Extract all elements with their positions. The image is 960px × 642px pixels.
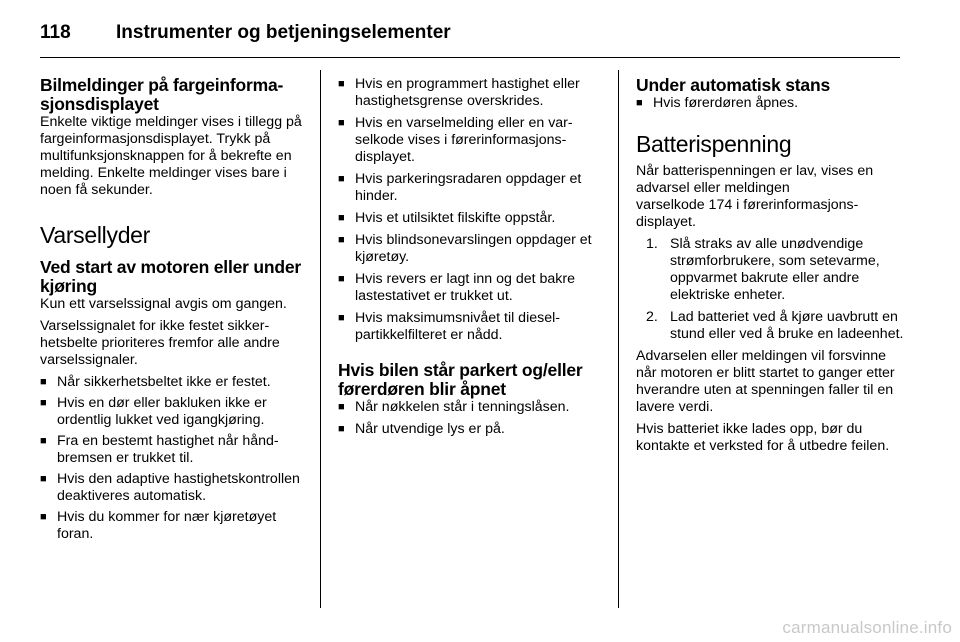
bullet-marker: ■ bbox=[338, 312, 345, 324]
section-heading-warning-chimes: Varsellyder bbox=[40, 222, 151, 248]
list-item: ■ Hvis førerdøren åpnes. bbox=[636, 95, 799, 111]
page-title: Instrumenter og betjeningselementer bbox=[116, 22, 451, 43]
list-item: ■ Fra en bestemt hastighet når håndbremsen er trukket til. bbox=[40, 433, 279, 466]
bullet-marker: ■ bbox=[338, 78, 345, 90]
list-item: ■ Når nøkkelen står i tenningslåsen. bbox=[338, 399, 570, 415]
bullet-marker: ■ bbox=[338, 234, 345, 246]
bullet-list-parked bbox=[338, 399, 608, 438]
column-divider-2 bbox=[618, 70, 619, 608]
bullet-marker: ■ bbox=[636, 97, 643, 109]
subsection-heading-engine-start: Ved start av motoren eller under kjøring bbox=[40, 257, 302, 296]
bullet-marker: ■ bbox=[40, 397, 47, 409]
bullet-marker: ■ bbox=[40, 376, 47, 388]
paragraph-low-voltage: Når batterispenningen er lav, vises en advarsel eller meldingen varselkode 174 i førerinformasjonsdisplayet. bbox=[636, 163, 874, 230]
bullet-marker: ■ bbox=[40, 435, 47, 447]
paragraph-seatbelt-priority: Varselssignalet for ikke festet sikkerhetsbelte prioriteres fremfor alle andre varselssignaler. bbox=[40, 318, 280, 368]
section-heading-battery-voltage: Batterispenning bbox=[636, 131, 792, 157]
list-item: ■ Hvis en dør eller bakluken ikke er ordentlig lukket ved igangkjøring. bbox=[40, 395, 267, 428]
bullet-marker: ■ bbox=[338, 273, 345, 285]
bullet-marker: ■ bbox=[338, 423, 345, 435]
bullet-marker: ■ bbox=[338, 401, 345, 413]
list-item: 1. Slå straks av alle unødvendige strømforbrukere, som setevarme, oppvarmet bakrute eller andre elektriske enheter. bbox=[646, 236, 880, 303]
bullet-marker: ■ bbox=[40, 511, 47, 523]
column-3 bbox=[636, 76, 906, 455]
intro-paragraph: Enkelte viktige meldinger vises i tillegg på fargeinformasjonsdisplayet. Trykk på multifunksjonsknappen for å bekrefte en melding. Enkelte meldinger vises bare i noen få sekunder. bbox=[40, 114, 302, 198]
section-heading-color-info-messages: Bilmeldinger på fargeinforma- sjonsdisplayet bbox=[40, 75, 284, 114]
bullet-marker: ■ bbox=[40, 473, 47, 485]
bullet-list bbox=[338, 76, 608, 344]
list-item: ■ Hvis parkeringsradaren oppdager et hinder. bbox=[338, 171, 582, 204]
paragraph-one-signal: Kun ett varselssignal avgis om gangen. bbox=[40, 296, 287, 312]
header-divider bbox=[40, 57, 900, 58]
section-heading-parked: Hvis bilen står parkert og/eller førerdøren blir åpnet bbox=[338, 360, 583, 399]
column-2 bbox=[338, 76, 608, 438]
watermark: carmanualsonline.info bbox=[782, 618, 952, 637]
page-number: 118 bbox=[40, 22, 71, 43]
list-item: ■ Hvis den adaptive hastighetskontrollen deaktiveres automatisk. bbox=[40, 471, 300, 504]
numbered-steps bbox=[636, 236, 906, 343]
list-item: ■ Hvis en varselmelding eller en varselkode vises i førerinformasjonsdisplayet. bbox=[338, 115, 573, 165]
paragraph-contact-workshop: Hvis batteriet ikke lades opp, bør du kontakte et verksted for å utbedre feilen. bbox=[636, 421, 890, 454]
list-item: ■ Hvis maksimumsnivået til dieselpartikkelfilteret er nådd. bbox=[338, 310, 560, 343]
list-item: ■ Hvis blindsonevarslingen oppdager et kjøretøy. bbox=[338, 232, 592, 265]
column-divider-1 bbox=[320, 70, 321, 608]
bullet-list bbox=[40, 374, 310, 543]
bullet-list-autostop bbox=[636, 95, 906, 112]
list-item: ■ Hvis revers er lagt inn og det bakre lastestativet er trukket ut. bbox=[338, 271, 576, 304]
list-item: ■ Hvis et utilsiktet filskifte oppstår. bbox=[338, 210, 556, 226]
page-header bbox=[40, 14, 920, 56]
list-item: ■ Når sikkerhetsbeltet ikke er festet. bbox=[40, 374, 271, 390]
list-item: 2. Lad batteriet ved å kjøre uavbrutt en stund eller ved å bruke en ladeenhet. bbox=[646, 309, 904, 342]
list-item: ■ Hvis en programmert hastighet eller hastighetsgrense overskrides. bbox=[338, 76, 580, 109]
bullet-marker: ■ bbox=[338, 212, 345, 224]
bullet-marker: ■ bbox=[338, 173, 345, 185]
list-item: ■ Hvis du kommer for nær kjøretøyet foran. bbox=[40, 509, 277, 542]
section-heading-autostop: Under automatisk stans bbox=[636, 75, 830, 95]
column-1 bbox=[40, 76, 310, 543]
paragraph-warning-disappears: Advarselen eller meldingen vil forsvinne når motoren er blitt startet to ganger etter hverandre uten at spenningen faller til en lavere verdi. bbox=[636, 348, 895, 415]
bullet-marker: ■ bbox=[338, 117, 345, 129]
list-item: ■ Når utvendige lys er på. bbox=[338, 421, 505, 437]
